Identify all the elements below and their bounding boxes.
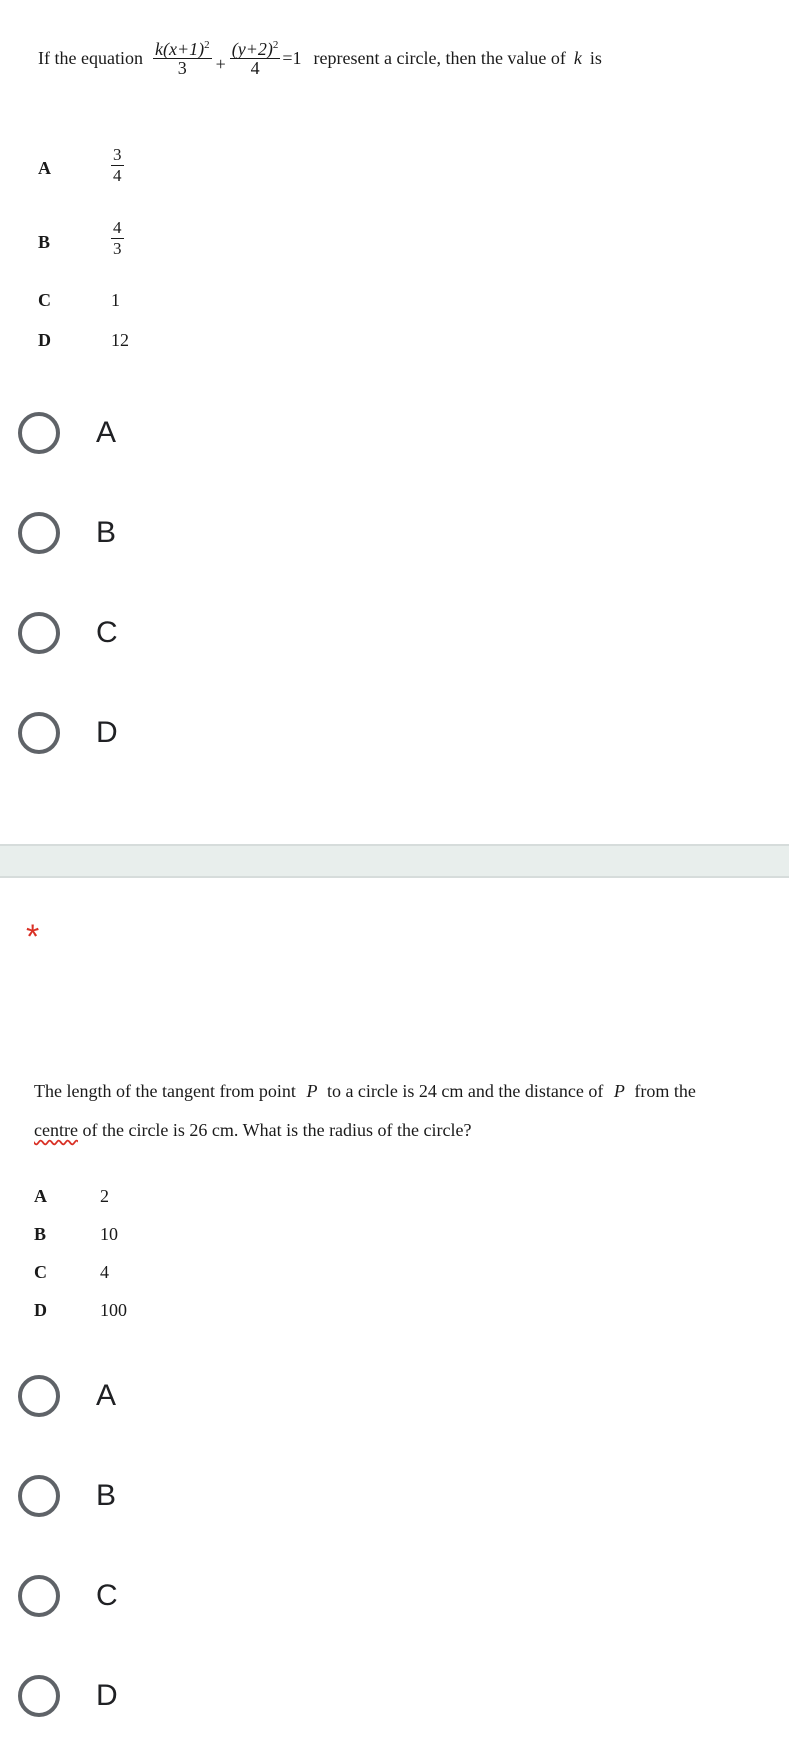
q1-option-letter-b: B: [38, 232, 51, 252]
q2-option-letter-c: C: [34, 1262, 47, 1282]
q1-radio-label-b: B: [96, 516, 117, 549]
question-2-line-1: The length of the tangent from point P to a circle is 24 cm and the distance of P from the: [34, 1081, 696, 1101]
q2-radio-option-a[interactable]: [18, 1373, 318, 1419]
q1-radio-option-d[interactable]: [18, 710, 318, 756]
q1-radio-option-b[interactable]: [18, 510, 318, 556]
q1-option-value-c: 1: [111, 290, 120, 310]
radio-circle-icon[interactable]: [18, 1575, 60, 1617]
q1-radio-label-a: A: [96, 416, 117, 449]
q1-radio-option-c[interactable]: [18, 610, 318, 656]
q2-radio-label-a: A: [96, 1379, 117, 1412]
radio-circle-icon[interactable]: [18, 712, 60, 754]
q1-radio-label-c: C: [96, 616, 118, 649]
q2-option-value-d: 100: [100, 1300, 127, 1320]
equation: [153, 40, 302, 77]
question-1-suffix: represent a circle, then the value of: [313, 48, 566, 68]
q2-option-letter-b: B: [34, 1224, 47, 1244]
q2-option-letter-a: A: [34, 1186, 47, 1206]
q1-option-letter-a: A: [38, 158, 51, 178]
equation-numerator-2: (y+2): [231, 38, 273, 59]
equation-exponent-2: 2: [272, 38, 279, 51]
q1-option-letter-c: C: [38, 290, 51, 310]
question-2-point-p: P: [613, 1081, 625, 1101]
equation-fraction-2: [230, 40, 281, 77]
spellcheck-word: centre: [34, 1120, 78, 1140]
question-1-text: [38, 30, 602, 86]
q2-radio-label-c: C: [96, 1579, 118, 1612]
equation-denominator-2: 4: [250, 57, 260, 78]
question-1-prefix: If the equation: [38, 48, 143, 68]
question-1-suffix-end: is: [589, 48, 602, 68]
q2-radio-label-b: B: [96, 1479, 117, 1512]
equation-denominator-1: 3: [177, 57, 187, 78]
question-2-point-p: P: [306, 1081, 318, 1101]
q2-option-letter-d: D: [34, 1300, 47, 1320]
equation-fraction-1: [153, 40, 212, 77]
equation-plus: +: [215, 54, 226, 74]
radio-circle-icon[interactable]: [18, 1475, 60, 1517]
q1-option-value-b: $\frac{4}{3}$: [113, 218, 122, 258]
required-asterisk: *: [26, 918, 40, 956]
q2-radio-option-b[interactable]: [18, 1473, 318, 1519]
q2-option-value-a: 2: [100, 1186, 109, 1206]
section-divider: [0, 844, 789, 878]
q1-radio-label-d: D: [96, 716, 118, 749]
question-2-line-2: centre of the circle is 26 cm. What is the radius of the circle?: [34, 1120, 472, 1140]
equation-equals: =1: [282, 48, 302, 68]
q1-option-letter-d: D: [38, 330, 51, 350]
radio-circle-icon[interactable]: [18, 612, 60, 654]
equation-numerator-1: k(x+1): [154, 38, 205, 59]
q2-radio-option-d[interactable]: [18, 1673, 318, 1719]
radio-circle-icon[interactable]: [18, 412, 60, 454]
question-1-variable: k: [573, 48, 582, 68]
q2-radio-option-c[interactable]: [18, 1573, 318, 1619]
q2-radio-label-d: D: [96, 1679, 118, 1712]
q1-option-value-d: 12: [111, 330, 129, 350]
q1-option-value-a: $\frac{3}{4}$: [113, 145, 122, 185]
q1-radio-option-a[interactable]: [18, 410, 318, 456]
radio-circle-icon[interactable]: [18, 512, 60, 554]
q2-option-value-c: 4: [100, 1262, 109, 1282]
radio-circle-icon[interactable]: [18, 1675, 60, 1717]
equation-exponent-1: 2: [204, 38, 210, 51]
radio-circle-icon[interactable]: [18, 1375, 60, 1417]
q2-option-value-b: 10: [100, 1224, 118, 1244]
